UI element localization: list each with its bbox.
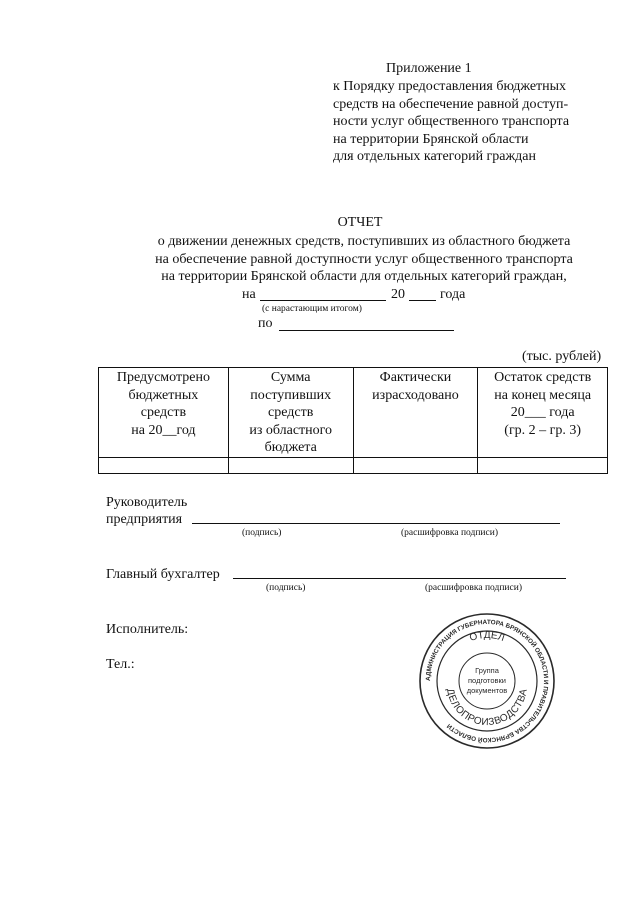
table-header-row — [99, 368, 608, 458]
period-to-label: по — [258, 316, 273, 331]
stamp-outer-text: АДМИНИСТРАЦИЯ ГУБЕРНАТОРА БРЯНСКОЙ ОБЛАСТИ И ПРАВИТЕЛЬСТВА БРЯНСКОЙ ОБЛАСТИ — [424, 618, 550, 744]
report-line-1: о движении денежных средств, поступивших из областного бюджета — [157, 234, 571, 249]
table-row — [99, 457, 608, 473]
head-signature-line[interactable] — [192, 523, 560, 524]
period-year-suffix: года — [440, 287, 466, 302]
stamp-arc-top: ОТДЕЛ — [468, 629, 506, 644]
period-date-line — [260, 300, 386, 301]
cumulative-note: (с нарастающим итогом) — [262, 304, 362, 314]
report-line-3: на территории Брянской области для отдельных категорий граждан, — [161, 269, 567, 284]
table-cell[interactable] — [99, 457, 229, 473]
stamp-center-line-2: подготовки — [468, 676, 506, 685]
appendix-line-4: на территории Брянской области — [333, 132, 529, 147]
head-label-2: предприятия — [106, 512, 183, 527]
period-to-line — [279, 330, 454, 331]
accountant-signature-line[interactable] — [233, 578, 566, 579]
head-signature-hint: (подпись) — [242, 528, 282, 538]
units-label: (тыс. рублей) — [522, 349, 602, 364]
period-year-prefix: 20 — [391, 287, 405, 302]
appendix-line-1: к Порядку предоставления бюджетных — [333, 79, 567, 94]
appendix-title: Приложение 1 — [386, 61, 472, 76]
appendix-line-5: для отдельных категорий граждан — [333, 149, 537, 164]
col-header-planned: Предусмотрено бюджетных средств на 20__год — [99, 368, 229, 458]
accountant-label: Главный бухгалтер — [106, 567, 220, 582]
appendix-line-2: средств на обеспечение равной доступ- — [333, 97, 569, 112]
appendix-line-3: ности услуг общественного транспорта — [333, 114, 570, 129]
accountant-signature-hint: (подпись) — [266, 583, 306, 593]
table-cell[interactable] — [478, 457, 608, 473]
stamp-arc-bottom: ДЕЛОПРОИЗВОДСТВА — [444, 687, 530, 729]
period-year-line — [409, 300, 436, 301]
table-cell[interactable] — [353, 457, 478, 473]
col-header-balance: Остаток средств на конец месяца 20___ года (гр. 2 – гр. 3) — [478, 368, 608, 458]
executor-label: Исполнитель: — [106, 622, 189, 637]
table-cell[interactable] — [228, 457, 353, 473]
stamp-center-line-1: Группа — [475, 666, 499, 675]
col-header-received: Сумма поступивших средств из областного бюджета — [228, 368, 353, 458]
col-header-spent: Фактически израсходовано — [353, 368, 478, 458]
report-table — [98, 367, 608, 474]
accountant-decode-hint: (расшифровка подписи) — [425, 583, 522, 593]
head-decode-hint: (расшифровка подписи) — [401, 528, 498, 538]
report-line-2: на обеспечение равной доступности услуг общественного транспорта — [155, 252, 573, 267]
phone-label: Тел.: — [106, 657, 135, 672]
head-label-1: Руководитель — [106, 495, 188, 510]
official-stamp — [418, 612, 556, 750]
stamp-center-line-3: документов — [466, 686, 508, 695]
period-on-label: на — [242, 287, 256, 302]
report-title: ОТЧЕТ — [337, 215, 383, 230]
